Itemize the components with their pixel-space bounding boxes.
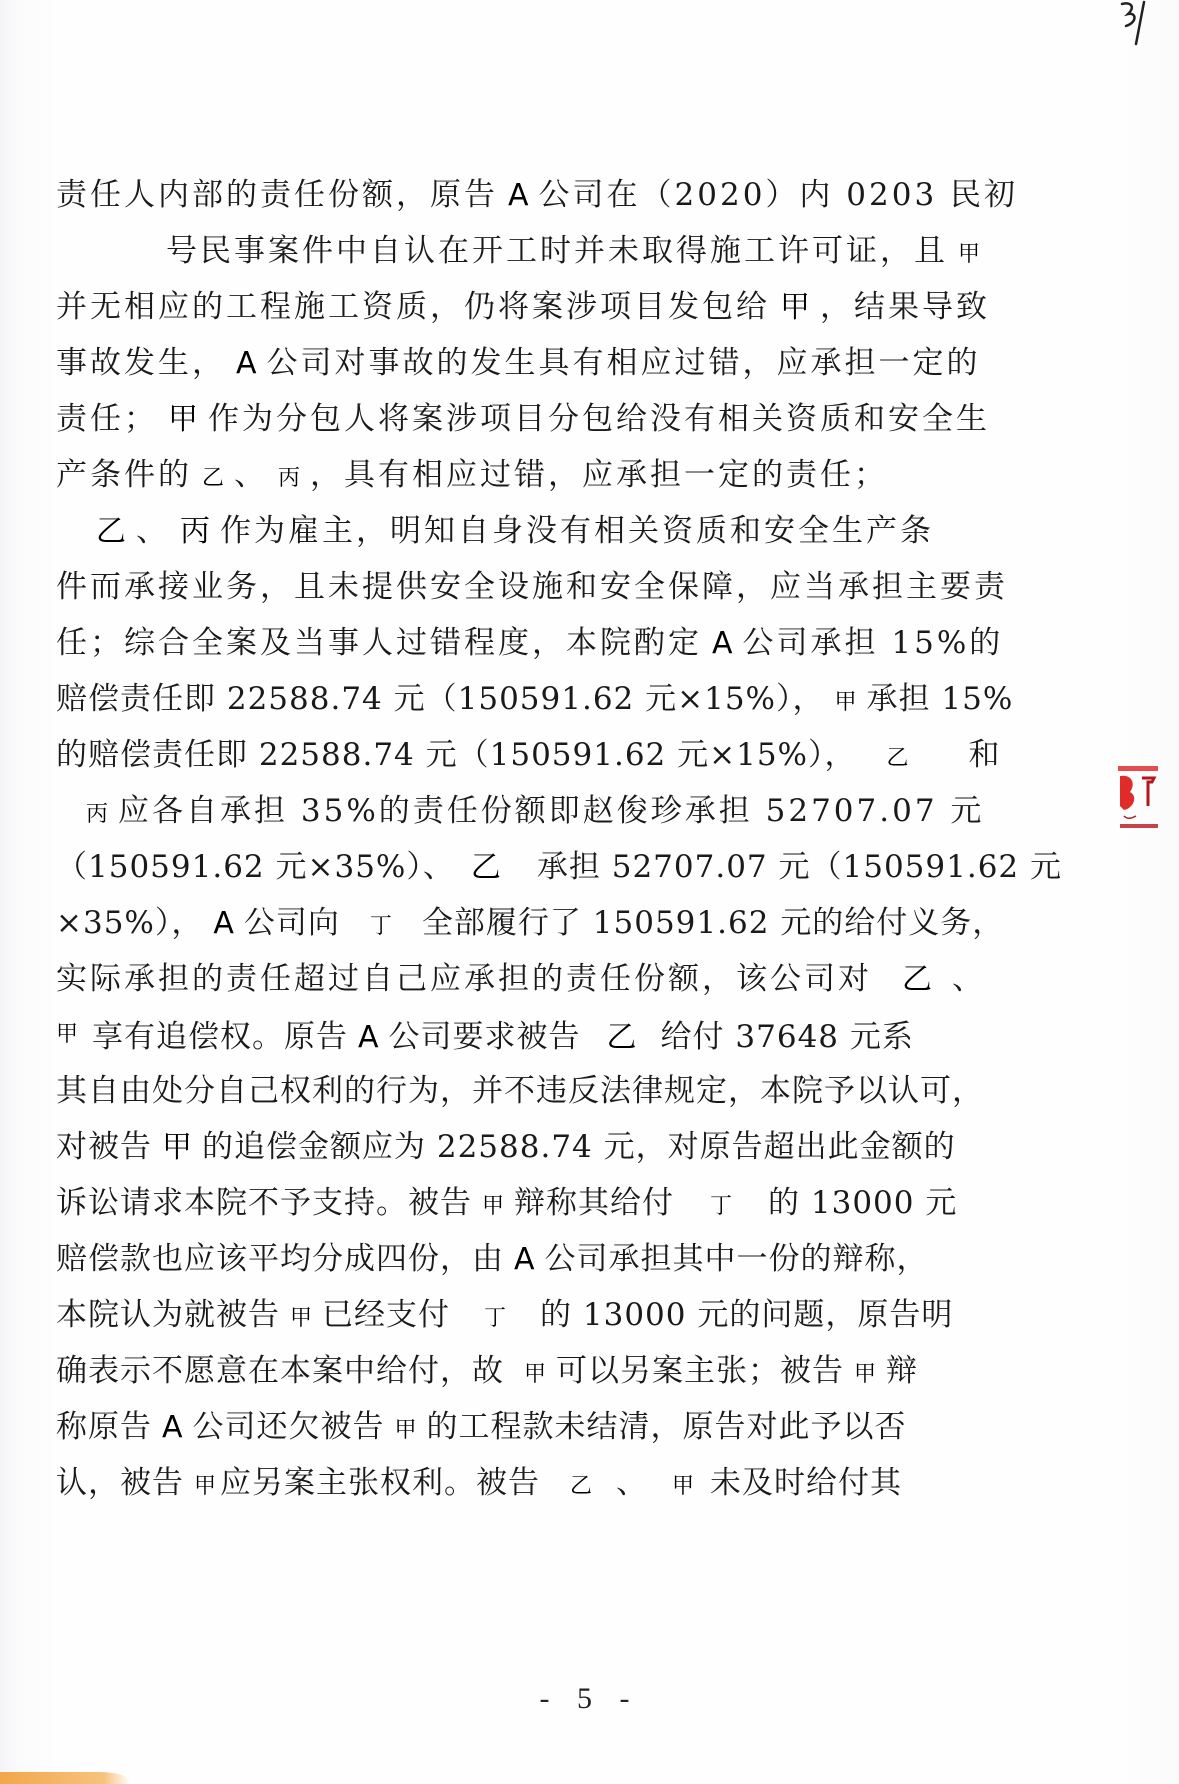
text-line-24 [56,1458,902,1508]
text-line-18 [56,1122,956,1172]
text-segment: 应另案主张权利。被告 [220,1465,541,1501]
text-line-7 [86,506,934,556]
text-line-3 [56,282,990,332]
text-segment: ，结果导致 [820,289,990,325]
redacted-party-jia: 甲 [834,690,857,715]
redacted-party-a: A [712,626,733,661]
text-line-6 [56,450,888,500]
text-line-16 [56,1010,914,1060]
text-segment: 承担 52707.07 元（150591.62 元 [536,849,1062,885]
text-segment: 享有追偿权。原告 [92,1019,349,1055]
text-line-23 [56,1402,907,1452]
text-line-11 [56,730,1001,780]
redacted-party-jia: 甲 [56,1022,79,1047]
redacted-party-jia: 甲 [672,1474,695,1499]
text-segment: 给付 37648 元系 [660,1019,914,1055]
redacted-party-ding: 丁 [484,1306,507,1331]
text-segment: 称原告 [56,1409,152,1445]
text-segment: 件而承接业务，且未提供安全设施和安全保障，应当承担主要责 [56,569,1008,605]
text-segment: 公司还欠被告 [192,1409,385,1445]
text-segment: 认，被告 [56,1465,184,1501]
text-line-22 [56,1346,918,1396]
text-segment: 公司承担其中一份的辩称， [544,1241,929,1277]
redacted-party-jia: 甲 [290,1306,313,1331]
redacted-party-a: A [358,1020,379,1055]
redacted-party-yi: 乙 [202,466,225,491]
text-segment: 的赔偿责任即 22588.74 元（150591.62 元×15%）， [56,737,857,773]
page-number: - 5 - [539,1682,640,1715]
redacted-party-a: A [213,906,234,941]
text-segment: 应各自承担 35%的责任份额即赵俊珍承担 52707.07 元 [118,793,985,829]
text-segment: 、 [952,961,986,997]
text-segment: 的 13000 元的问题，原告明 [540,1297,954,1333]
text-segment: 对被告 [56,1129,152,1165]
text-segment: 产条件的 [56,457,192,493]
redacted-party-a: A [236,346,257,381]
text-segment: 的 13000 元 [768,1185,958,1221]
text-segment: 号民事案件中自认在开工时并未取得施工许可证，且 [166,233,948,269]
redacted-party-a: A [508,178,529,213]
text-segment: 公司向 [243,905,340,941]
text-line-15 [56,954,986,1004]
text-segment: 本院认为就被告 [56,1297,280,1333]
text-line-19 [56,1178,957,1228]
text-line-21 [56,1290,953,1340]
text-segment: 作为雇主，明知自身没有相关资质和安全生产条 [220,513,934,549]
text-segment: 、 [136,513,170,549]
text-segment: 辩 [886,1353,919,1389]
text-segment: （150591.62 元×35%）、 [56,849,455,885]
redacted-party-a: A [514,1242,535,1277]
text-segment: 作为分包人将案涉项目分包给没有相关资质和安全生 [208,401,990,437]
text-segment: 承担 15% [866,681,1014,717]
text-segment: 的工程款未结清，原告对此予以否 [426,1409,907,1445]
text-segment: 公司要求被告 [388,1019,581,1055]
redacted-party-ding: 丁 [710,1194,733,1219]
redacted-party-jia: 甲 [854,1362,877,1387]
text-segment: 已经支付 [322,1297,451,1333]
text-segment: 公司承担 15%的 [742,625,1004,661]
redacted-party-jia: 甲 [194,1474,217,1499]
redacted-party-jia: 甲 [524,1362,547,1387]
text-line-9 [56,618,1003,668]
scan-edge-artifact [0,1772,130,1784]
redacted-party-yi: 乙 [886,746,909,771]
text-segment: 公司在（2020）内 0203 民初 [538,177,1019,213]
text-segment: 全部履行了 150591.62 元的给付义务， [421,905,1005,941]
redacted-party-yi: 乙 [606,1020,637,1055]
text-segment: 、 [234,457,269,493]
text-line-8 [56,562,1008,612]
redacted-party-jia: 甲 [394,1418,417,1443]
redacted-party-bing: 丙 [278,466,301,491]
text-line-5 [56,394,990,444]
text-line-1 [56,170,1018,220]
redacted-party-yi: 乙 [570,1474,593,1499]
text-line-14 [56,898,1004,948]
redacted-party-jia: 甲 [780,290,810,325]
text-segment: 其自由处分自己权利的行为，并不违反法律规定，本院予以认可， [56,1073,984,1109]
text-segment: 并无相应的工程施工资质，仍将案涉项目发包给 [56,289,770,325]
text-segment: 诉讼请求本院不予支持。被告 [56,1185,472,1221]
text-segment: 责任人内部的责任份额，原告 [56,177,498,213]
text-line-4 [56,338,981,388]
text-line-20 [56,1234,929,1284]
text-segment: 和 [968,737,1001,773]
redacted-party-bing: 丙 [86,802,109,827]
text-segment: 赔偿责任即 22588.74 元（150591.62 元×15%）， [56,681,825,717]
text-segment: ×35%）， [56,905,204,941]
text-line-12 [76,786,984,836]
text-segment: 的追偿金额应为 22588.74 元，对原告超出此金额的 [202,1129,956,1165]
court-seal-stamp-icon [1112,762,1164,834]
redacted-party-jia: 甲 [168,402,198,437]
text-segment: 可以另案主张；被告 [556,1353,845,1389]
text-line-13 [56,842,1062,892]
text-segment: 任；综合全案及当事人过错程度，本院酌定 [56,625,702,661]
text-line-10 [56,674,1013,724]
redacted-party-yi: 乙 [902,962,932,997]
text-segment: 赔偿款也应该平均分成四份，由 [56,1241,504,1277]
text-line-2 [166,226,990,276]
redacted-party-bing: 丙 [180,514,210,549]
text-line-17 [56,1066,984,1116]
handwritten-page-mark-icon [1108,0,1158,46]
text-segment: 责任； [56,401,158,437]
redacted-party-a: A [162,1410,183,1445]
text-segment: 公司对事故的发生具有相应过错，应承担一定的 [266,345,981,381]
redacted-party-jia: 甲 [162,1130,192,1165]
text-segment: 实际承担的责任超过自己应承担的责任份额，该公司对 [56,961,872,997]
redacted-party-jia: 甲 [482,1194,505,1219]
text-segment: 事故发生， [56,345,226,381]
redacted-party-yi: 乙 [470,850,501,885]
text-segment: 、 [616,1465,649,1501]
text-segment: ，具有相应过错，应承担一定的责任； [310,457,889,493]
redacted-party-jia: 甲 [958,242,981,267]
text-segment: 确表示不愿意在本案中给付，故 [56,1353,504,1389]
redacted-party-yi: 乙 [96,514,126,549]
redacted-party-ding: 丁 [369,914,392,939]
text-segment: 辩称其给付 [514,1185,675,1221]
text-segment: 未及时给付其 [710,1465,903,1501]
